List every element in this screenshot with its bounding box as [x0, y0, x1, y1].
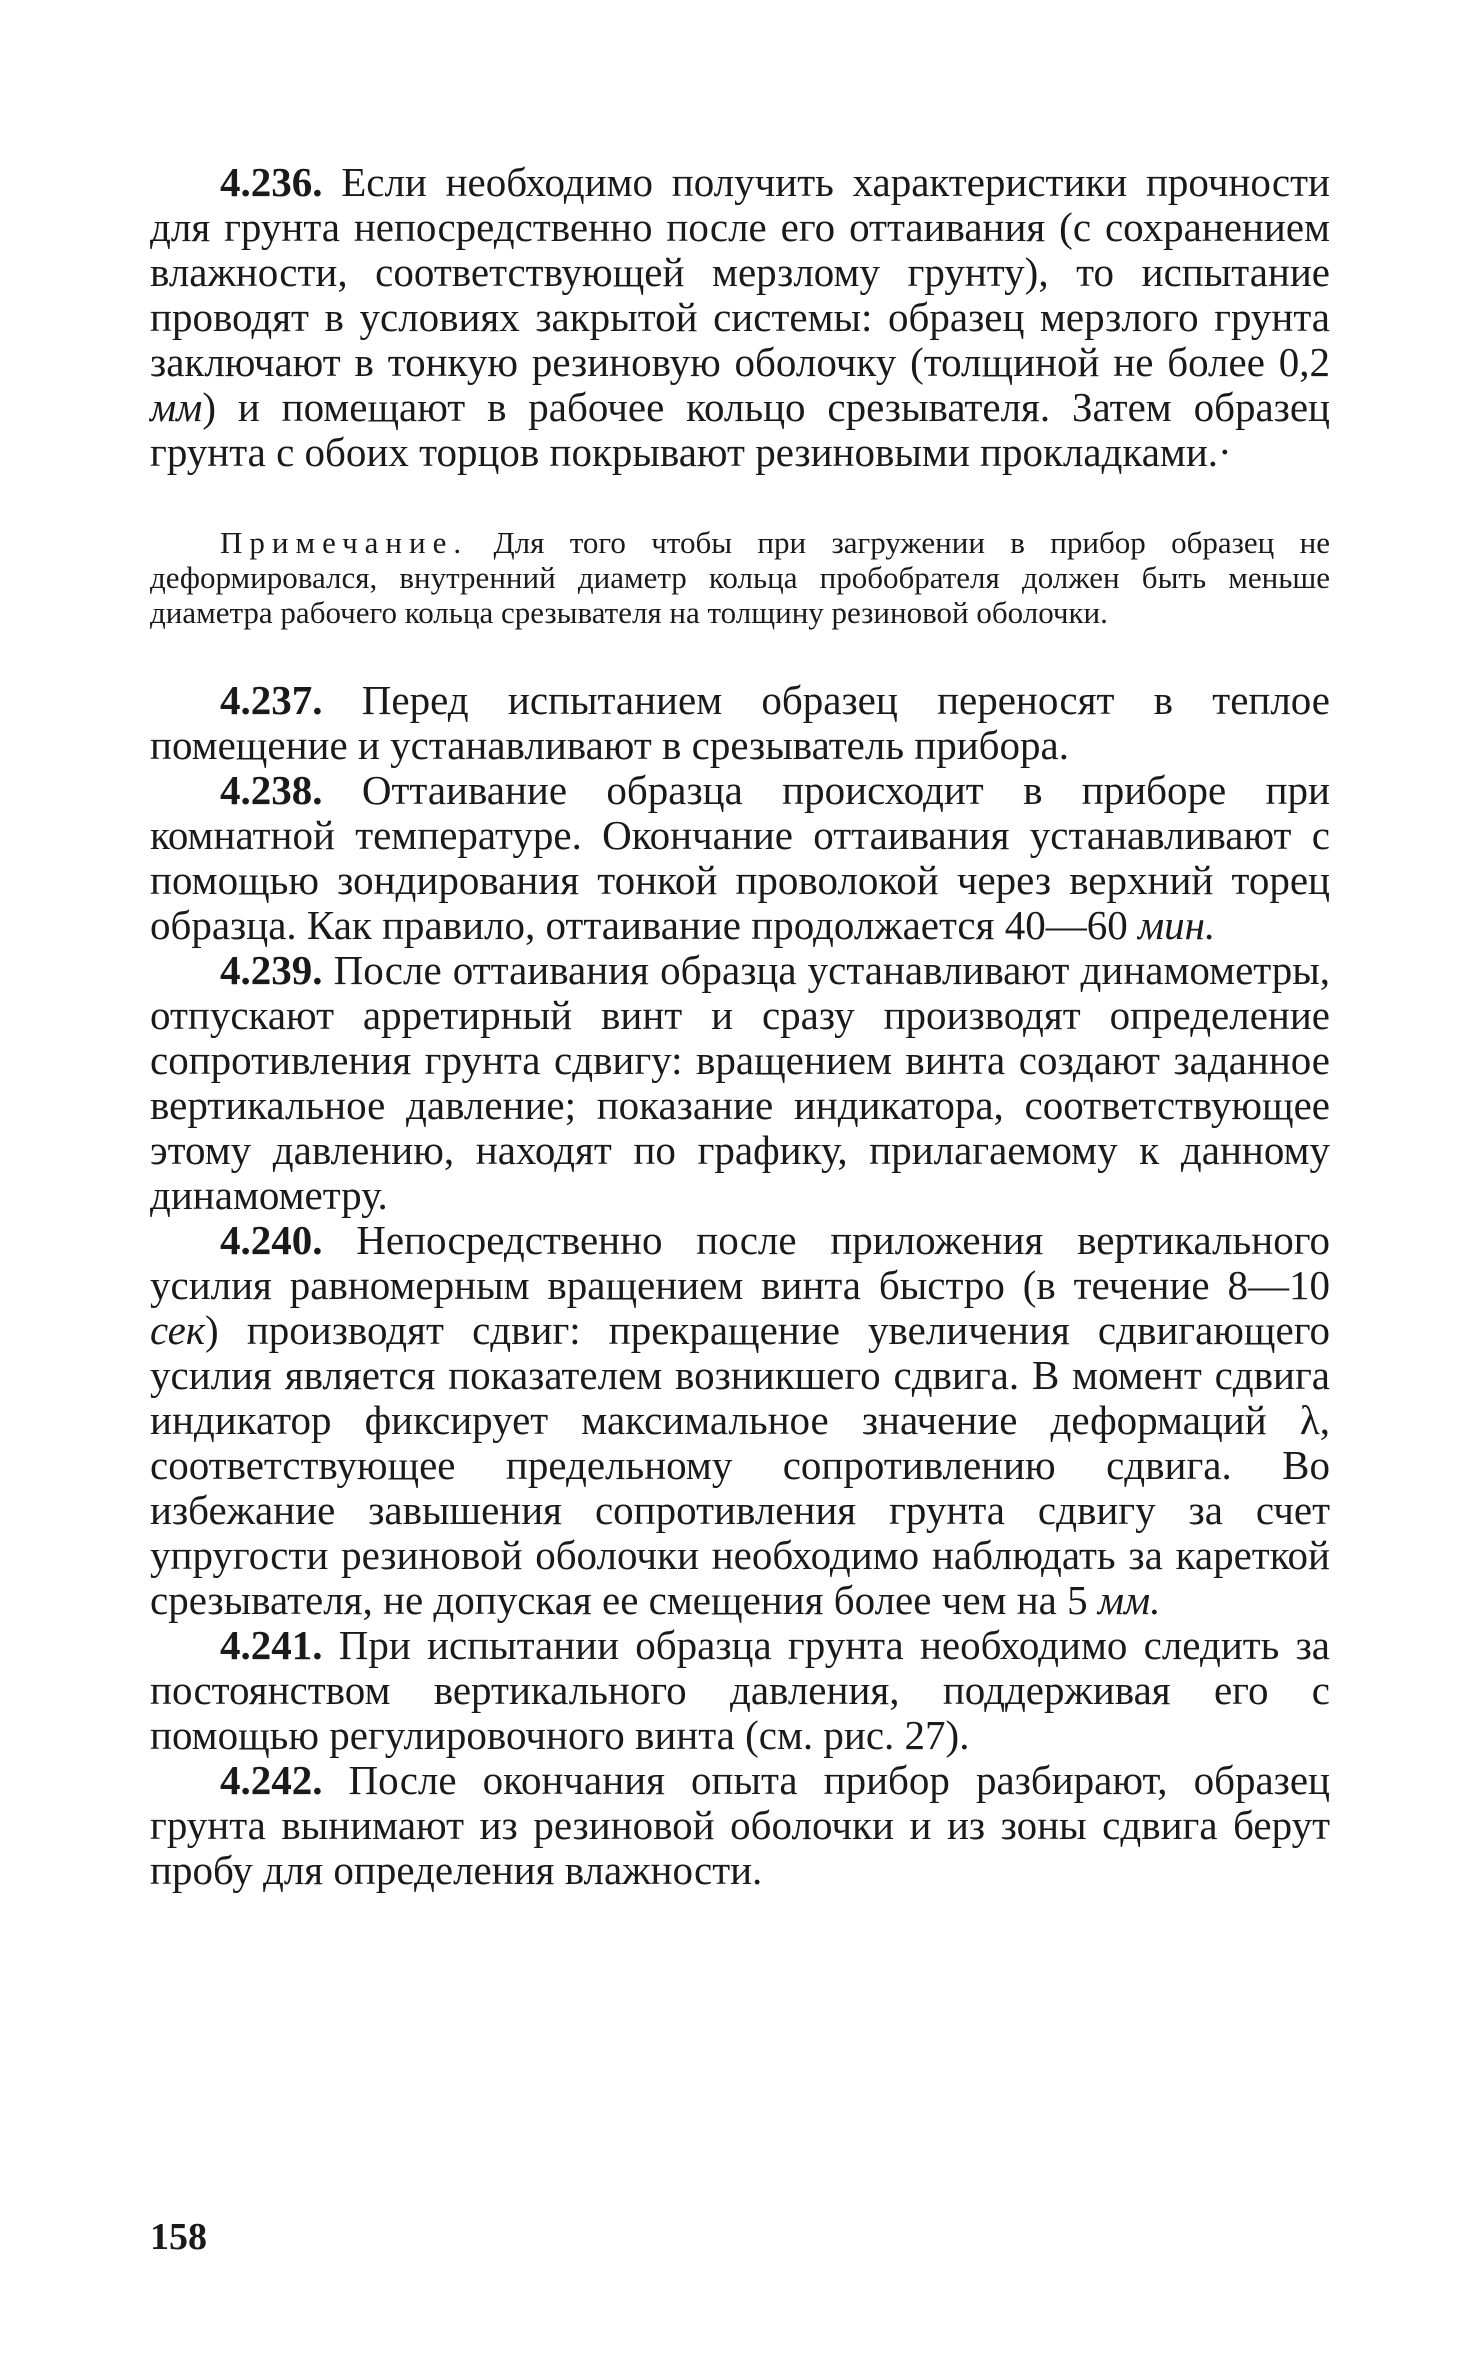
unit-text-end: мм.	[1097, 1577, 1161, 1623]
paragraph-4-238	[150, 768, 1330, 948]
paragraph-number: 4.239.	[220, 947, 323, 993]
paragraph-text: Если необходимо получить характеристики прочности для грунта непосредственно после его оттаивания (с сохранением влажности, соответствующей мерзлому грунту), то испытание проводят в условиях закрытой системы: образец мерзлого грунта заключают в тонкую резиновую оболочку (толщиной не более 0,2	[150, 159, 1330, 385]
paragraph-number: 4.242.	[220, 1757, 323, 1803]
paragraph-text: Непосредственно после приложения вертикального усилия равномерным вращением винта быстро (в течение 8—10	[150, 1217, 1330, 1308]
paragraph-4-237	[150, 678, 1330, 768]
page-body	[150, 160, 1330, 1893]
unit-text: мин.	[1137, 902, 1216, 948]
paragraph-text: После окончания опыта прибор разбирают, образец грунта вынимают из резиновой оболочки и из зоны сдвига берут пробу для определения влажности.	[150, 1757, 1330, 1893]
unit-text: мм	[150, 384, 203, 430]
paragraph-4-241	[150, 1623, 1330, 1758]
paragraph-text: Оттаивание образца происходит в приборе при комнатной температуре. Окончание оттаивания устанавливают с помощью зондирования тонкой проволокой через верхний торец образца. Как правило, оттаивание продолжается 40—60	[150, 767, 1330, 948]
paragraph-number: 4.238.	[220, 767, 323, 813]
paragraph-number: 4.241.	[220, 1622, 323, 1668]
paragraph-text: Перед испытанием образец переносят в теплое помещение и устанавливают в срезыватель прибора.	[150, 677, 1330, 768]
paragraph-4-236	[150, 160, 1330, 475]
note-block	[150, 525, 1330, 630]
note-text: Для того чтобы при загружении в прибор образец не деформировался, внутренний диаметр кольца пробобрателя должен быть меньше диаметра рабочего кольца срезывателя на толщину резиновой оболочки.	[150, 525, 1330, 630]
unit-text: сек	[150, 1307, 206, 1353]
paragraph-number: 4.236.	[220, 159, 323, 205]
paragraph-text: После оттаивания образца устанавливают динамометры, отпускают арретирный винт и сразу производят определение сопротивления грунта сдвигу: вращением винта создают заданное вертикальное давление; показание индикатора, соответствующее этому давлению, находят по графику, прилагаемому к данному динамометру.	[150, 947, 1330, 1218]
paragraph-number: 4.237.	[220, 677, 323, 723]
paragraph-number: 4.240.	[220, 1217, 323, 1263]
paragraph-text: При испытании образца грунта необходимо следить за постоянством вертикального давления, поддерживая его с помощью регулировочного винта (см. рис. 27).	[150, 1622, 1330, 1758]
paragraph-4-240	[150, 1218, 1330, 1623]
paragraph-4-242	[150, 1758, 1330, 1893]
paragraph-text-cont: ) и помещают в рабочее кольцо срезывателя. Затем образец грунта с обоих торцов покрывают резиновыми прокладками.·	[150, 384, 1330, 475]
note-label: Примечание.	[220, 525, 469, 560]
paragraph-text-cont: ) производят сдвиг: прекращение увеличения сдвигающего усилия является показателем возникшего сдвига. В момент сдвига индикатор фиксирует максимальное значение деформаций λ, соответствующее предельному сопротивлению сдвига. Во избежание завышения сопротивления грунта сдвигу за счет упругости резиновой оболочки необходимо наблюдать за кареткой срезывателя, не допуская ее смещения более чем на 5	[150, 1307, 1330, 1623]
page-number: 158	[150, 2216, 207, 2258]
paragraph-4-239	[150, 948, 1330, 1218]
